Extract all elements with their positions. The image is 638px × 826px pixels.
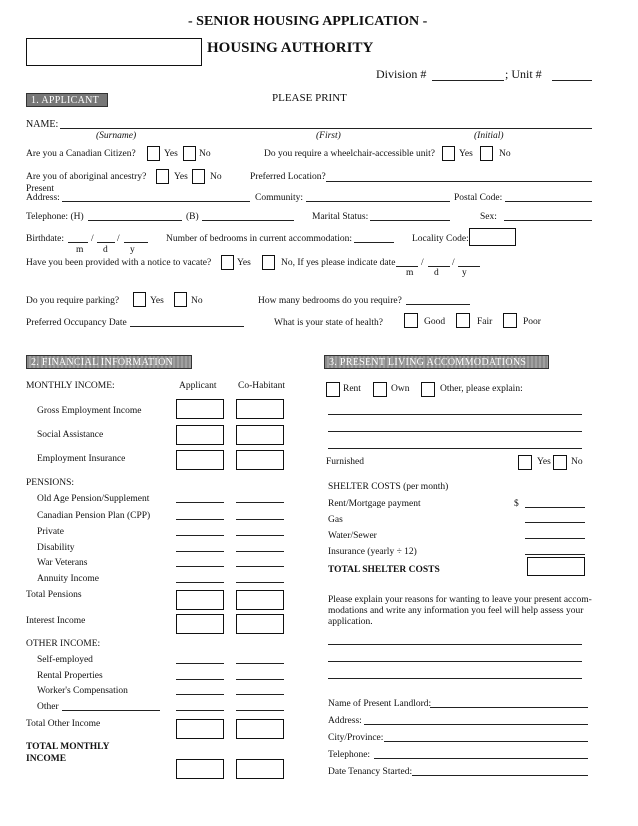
- total-monthly-applicant-field[interactable]: [176, 759, 224, 779]
- birthdate-slash-2: /: [117, 234, 120, 244]
- rental-label: Rental Properties: [37, 671, 103, 681]
- own-label: Own: [391, 384, 410, 394]
- postal-code-label: Postal Code:: [454, 193, 503, 203]
- annuity-applicant-field[interactable]: [176, 582, 224, 583]
- disability-cohabitant-field[interactable]: [236, 551, 284, 552]
- address-label: Address:: [26, 193, 60, 203]
- cpp-label: Canadian Pension Plan (CPP): [37, 511, 151, 521]
- aboriginal-label: Are you of aboriginal ancestry?: [26, 172, 147, 182]
- furnished-label: Furnished: [326, 457, 364, 467]
- rent-mortgage-field[interactable]: [525, 507, 585, 508]
- social-assistance-cohabitant-field[interactable]: [236, 425, 284, 445]
- preferred-location-label: Preferred Location?: [250, 172, 326, 182]
- total-monthly-label-2: INCOME: [26, 754, 67, 764]
- furnished-yes-checkbox[interactable]: [518, 455, 532, 470]
- shelter-costs-label: SHELTER COSTS (per month): [328, 482, 449, 492]
- furnished-no-label: No: [571, 457, 583, 467]
- health-good-checkbox[interactable]: [404, 313, 418, 328]
- occupancy-date-label: Preferred Occupancy Date: [26, 318, 127, 328]
- vacate-d-caption: d: [434, 268, 439, 278]
- other-income-label: OTHER INCOME:: [26, 639, 101, 649]
- social-assistance-applicant-field[interactable]: [176, 425, 224, 445]
- annuity-cohabitant-field[interactable]: [236, 582, 284, 583]
- war-veterans-applicant-field[interactable]: [176, 566, 224, 567]
- wheelchair-no-label: No: [499, 149, 511, 159]
- vacate-year-field[interactable]: [458, 266, 480, 267]
- rent-checkbox[interactable]: [326, 382, 340, 397]
- birthdate-y-caption: y: [130, 245, 135, 255]
- other-cohabitant-field[interactable]: [236, 710, 284, 711]
- division-label: Division #: [376, 67, 427, 81]
- parking-yes-checkbox[interactable]: [133, 292, 146, 307]
- interest-label: Interest Income: [26, 616, 86, 626]
- landlord-telephone-label: Telephone:: [328, 750, 371, 760]
- citizen-no-label: No: [199, 149, 211, 159]
- notice-yes-label: Yes: [237, 258, 251, 268]
- birthdate-day-field[interactable]: [97, 242, 115, 243]
- telephone-h-field[interactable]: [88, 220, 182, 221]
- reasons-line-3[interactable]: [328, 678, 582, 679]
- community-label: Community:: [255, 193, 304, 203]
- war-veterans-cohabitant-field[interactable]: [236, 566, 284, 567]
- locality-code-label: Locality Code:: [412, 234, 469, 244]
- total-shelter-label: TOTAL SHELTER COSTS: [328, 565, 440, 575]
- disability-label: Disability: [37, 543, 75, 553]
- vacate-y-caption: y: [462, 268, 467, 278]
- wheelchair-yes-label: Yes: [459, 149, 473, 159]
- co-habitant-column-header: Co-Habitant: [238, 381, 285, 391]
- surname-caption: (Surname): [96, 131, 137, 141]
- parking-label: Do you require parking?: [26, 296, 120, 306]
- aboriginal-yes-checkbox[interactable]: [156, 169, 169, 184]
- reasons-text-1: Please explain your reasons for wanting to leave your present accom-: [328, 595, 592, 605]
- employment-insurance-cohabitant-field[interactable]: [236, 450, 284, 470]
- health-poor-label: Poor: [523, 317, 541, 327]
- private-applicant-field[interactable]: [176, 535, 224, 536]
- employment-insurance-label: Employment Insurance: [37, 454, 126, 464]
- bedrooms-current-label: Number of bedrooms in current accommodation:: [166, 234, 352, 244]
- rent-label: Rent: [343, 384, 361, 394]
- employment-insurance-applicant-field[interactable]: [176, 450, 224, 470]
- total-pensions-label: Total Pensions: [26, 590, 82, 600]
- gas-label: Gas: [328, 515, 343, 525]
- wheelchair-label: Do you require a wheelchair-accessible unit?: [264, 149, 435, 159]
- gross-employment-applicant-field[interactable]: [176, 399, 224, 419]
- unit-label: ; Unit #: [505, 67, 542, 81]
- notice-no-checkbox[interactable]: [262, 255, 275, 270]
- health-poor-checkbox[interactable]: [503, 313, 517, 328]
- rental-cohabitant-field[interactable]: [236, 679, 284, 680]
- dollar-sign: $: [514, 499, 519, 509]
- private-cohabitant-field[interactable]: [236, 535, 284, 536]
- gross-employment-cohabitant-field[interactable]: [236, 399, 284, 419]
- private-label: Private: [37, 527, 64, 537]
- other-explain-label: Other, please explain:: [440, 384, 523, 394]
- vacate-month-field[interactable]: [396, 266, 418, 267]
- health-good-label: Good: [424, 317, 446, 327]
- sex-label: Sex:: [480, 212, 497, 222]
- marital-status-label: Marital Status:: [312, 212, 369, 222]
- total-other-label: Total Other Income: [26, 719, 101, 729]
- locality-code-field[interactable]: [469, 228, 516, 246]
- insurance-label: Insurance (yearly ÷ 12): [328, 547, 417, 557]
- other-description-field[interactable]: [62, 710, 160, 711]
- landlord-address-label: Address:: [328, 716, 362, 726]
- total-monthly-cohabitant-field[interactable]: [236, 759, 284, 779]
- reasons-text-3: application.: [328, 617, 373, 627]
- rental-applicant-field[interactable]: [176, 679, 224, 680]
- initial-caption: (Initial): [474, 131, 504, 141]
- section-living-header: 3. PRESENT LIVING ACCOMMODATIONS: [324, 355, 549, 369]
- old-age-cohabitant-field[interactable]: [236, 502, 284, 503]
- vacate-slash-2: /: [452, 258, 455, 268]
- birthdate-slash-1: /: [91, 234, 94, 244]
- furnished-yes-label: Yes: [537, 457, 551, 467]
- citizen-yes-checkbox[interactable]: [147, 146, 160, 161]
- explain-line-3[interactable]: [328, 448, 582, 449]
- total-shelter-field[interactable]: [527, 557, 585, 576]
- aboriginal-yes-label: Yes: [174, 172, 188, 182]
- bedrooms-current-field[interactable]: [354, 242, 394, 243]
- occupancy-date-field[interactable]: [130, 326, 244, 327]
- interest-cohabitant-field[interactable]: [236, 614, 284, 634]
- name-field[interactable]: [60, 128, 592, 129]
- notice-no-label: No, If yes please indicate date: [281, 258, 396, 268]
- workers-comp-cohabitant-field[interactable]: [236, 694, 284, 695]
- annuity-label: Annuity Income: [37, 574, 100, 584]
- health-fair-checkbox[interactable]: [456, 313, 470, 328]
- other-checkbox[interactable]: [421, 382, 435, 397]
- total-other-cohabitant-field[interactable]: [236, 719, 284, 739]
- birthdate-year-field[interactable]: [124, 242, 148, 243]
- preferred-location-field[interactable]: [326, 181, 592, 182]
- vacate-m-caption: m: [406, 268, 414, 278]
- form-title: - SENIOR HOUSING APPLICATION -: [188, 14, 428, 29]
- birthdate-d-caption: d: [103, 245, 108, 255]
- reasons-line-1[interactable]: [328, 644, 582, 645]
- bedrooms-require-label: How many bedrooms do you require?: [258, 296, 402, 306]
- self-employed-cohabitant-field[interactable]: [236, 663, 284, 664]
- parking-yes-label: Yes: [150, 296, 164, 306]
- health-label: What is your state of health?: [274, 318, 383, 328]
- landlord-telephone-field[interactable]: [374, 758, 588, 759]
- birthdate-month-field[interactable]: [68, 242, 88, 243]
- pensions-label: PENSIONS:: [26, 478, 75, 488]
- water-sewer-label: Water/Sewer: [328, 531, 377, 541]
- citizen-label: Are you a Canadian Citizen?: [26, 149, 136, 159]
- address-field[interactable]: [62, 201, 250, 202]
- present-label: Present: [26, 184, 54, 194]
- sex-field[interactable]: [504, 220, 592, 221]
- interest-applicant-field[interactable]: [176, 614, 224, 634]
- vacate-day-field[interactable]: [428, 266, 450, 267]
- section-applicant-header: 1. APPLICANT: [26, 93, 108, 107]
- gross-employment-label: Gross Employment Income: [37, 406, 142, 416]
- city-province-label: City/Province:: [328, 733, 384, 743]
- total-pensions-cohabitant-field[interactable]: [236, 590, 284, 610]
- workers-comp-label: Worker's Compensation: [37, 686, 128, 696]
- telephone-h-label: Telephone: (H): [26, 212, 84, 222]
- telephone-b-field[interactable]: [202, 220, 294, 221]
- citizen-no-checkbox[interactable]: [183, 146, 196, 161]
- name-label: NAME:: [26, 119, 59, 130]
- gas-field[interactable]: [525, 522, 585, 523]
- bedrooms-require-field[interactable]: [406, 304, 470, 305]
- cpp-applicant-field[interactable]: [176, 519, 224, 520]
- parking-no-label: No: [191, 296, 203, 306]
- tenancy-started-field[interactable]: [412, 775, 588, 776]
- tenancy-started-label: Date Tenancy Started:: [328, 767, 413, 777]
- notice-vacate-label: Have you been provided with a notice to vacate?: [26, 258, 212, 268]
- total-pensions-applicant-field[interactable]: [176, 590, 224, 610]
- community-field[interactable]: [306, 201, 450, 202]
- reasons-line-2[interactable]: [328, 661, 582, 662]
- explain-line-1[interactable]: [328, 414, 582, 415]
- total-other-applicant-field[interactable]: [176, 719, 224, 739]
- landlord-address-field[interactable]: [364, 724, 588, 725]
- birthdate-label: Birthdate:: [26, 234, 64, 244]
- disability-applicant-field[interactable]: [176, 551, 224, 552]
- wheelchair-yes-checkbox[interactable]: [442, 146, 455, 161]
- first-caption: (First): [316, 131, 341, 141]
- notice-yes-checkbox[interactable]: [221, 255, 234, 270]
- workers-comp-applicant-field[interactable]: [176, 694, 224, 695]
- landlord-label: Name of Present Landlord:: [328, 699, 432, 709]
- furnished-no-checkbox[interactable]: [553, 455, 567, 470]
- unit-field[interactable]: [552, 80, 592, 81]
- authority-title: HOUSING AUTHORITY: [207, 40, 374, 56]
- city-province-field[interactable]: [384, 741, 588, 742]
- self-employed-label: Self-employed: [37, 655, 93, 665]
- parking-no-checkbox[interactable]: [174, 292, 187, 307]
- citizen-yes-label: Yes: [164, 149, 178, 159]
- marital-status-field[interactable]: [370, 220, 450, 221]
- monthly-income-label: MONTHLY INCOME:: [26, 381, 115, 391]
- wheelchair-no-checkbox[interactable]: [480, 146, 493, 161]
- social-assistance-label: Social Assistance: [37, 430, 104, 440]
- self-employed-applicant-field[interactable]: [176, 663, 224, 664]
- please-print: PLEASE PRINT: [272, 92, 347, 104]
- aboriginal-no-label: No: [210, 172, 222, 182]
- birthdate-m-caption: m: [76, 245, 84, 255]
- aboriginal-no-checkbox[interactable]: [192, 169, 205, 184]
- office-use-box[interactable]: [26, 38, 202, 66]
- health-fair-label: Fair: [477, 317, 493, 327]
- vacate-slash-1: /: [421, 258, 424, 268]
- water-sewer-field[interactable]: [525, 538, 585, 539]
- landlord-field[interactable]: [430, 707, 588, 708]
- explain-line-2[interactable]: [328, 431, 582, 432]
- old-age-label: Old Age Pension/Supplement: [37, 494, 150, 504]
- cpp-cohabitant-field[interactable]: [236, 519, 284, 520]
- reasons-text-2: modations and write any information you feel will help assess your: [328, 606, 584, 616]
- section-financial-header: 2. FINANCIAL INFORMATION: [26, 355, 192, 369]
- war-veterans-label: War Veterans: [37, 558, 88, 568]
- applicant-column-header: Applicant: [179, 381, 217, 391]
- other-label: Other: [37, 702, 59, 712]
- rent-mortgage-label: Rent/Mortgage payment: [328, 499, 421, 509]
- insurance-field[interactable]: [525, 554, 585, 555]
- own-checkbox[interactable]: [373, 382, 387, 397]
- division-field[interactable]: [432, 80, 504, 81]
- postal-code-field[interactable]: [505, 201, 592, 202]
- old-age-applicant-field[interactable]: [176, 502, 224, 503]
- other-applicant-field[interactable]: [176, 710, 224, 711]
- total-monthly-label-1: TOTAL MONTHLY: [26, 742, 110, 752]
- telephone-b-label: (B): [186, 212, 199, 222]
